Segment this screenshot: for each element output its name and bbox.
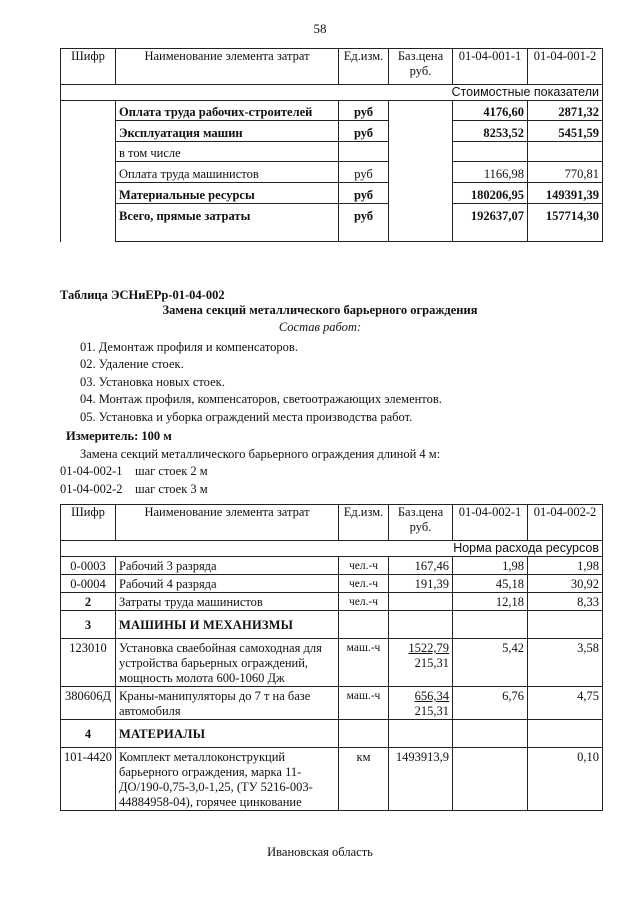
row-price: 191,39 — [389, 575, 453, 593]
row-name: Материальные ресурсы — [116, 183, 339, 204]
row-name: Оплата труда рабочих-строителей — [116, 101, 339, 121]
row-name: в том числе — [116, 142, 339, 162]
row-unit: чел.-ч — [339, 557, 389, 575]
row-value-2: 3,58 — [528, 639, 603, 687]
variant-text: шаг стоек 2 м — [135, 464, 208, 478]
composition-heading: Состав работ: — [278, 320, 362, 334]
row-value-1: 180206,95 — [453, 183, 528, 204]
row-unit: руб — [339, 183, 389, 204]
row-value-2: 2871,32 — [528, 101, 603, 121]
row-name: Комплект металлоконструкций барьерного ограждения, марка 11-ДО/190-0,75-3,0-1,25, (ТУ 5216-003-44884958-04), горячее цинкование — [116, 748, 339, 811]
row-unit: руб — [339, 204, 389, 242]
variant-code: 01-04-002-2 — [60, 482, 123, 496]
row-value-1: 45,18 — [453, 575, 528, 593]
row-code: 2 — [61, 593, 116, 611]
row-value-1: 4176,60 — [453, 101, 528, 121]
section-subtitle: Замена секций металлического барьерного ограждения — [162, 303, 478, 317]
section-code: 3 — [61, 611, 116, 639]
header-unit: Ед.изм. — [339, 505, 389, 541]
row-name: Краны-манипуляторы до 7 т на базе автомобиля — [116, 687, 339, 720]
row-value-1: 5,42 — [453, 639, 528, 687]
row-name: Всего, прямые затраты — [116, 204, 339, 242]
row-unit: маш.-ч — [339, 639, 389, 687]
row-value-1: 1,98 — [453, 557, 528, 575]
footer-region: Ивановская область — [267, 845, 373, 859]
variant-code: 01-04-002-1 — [60, 464, 123, 478]
row-name: Затраты труда машинистов — [116, 593, 339, 611]
row-value-1 — [453, 748, 528, 811]
row-price: 1493913,9 — [389, 748, 453, 811]
row-value-2: 149391,39 — [528, 183, 603, 204]
work-item: 04. Монтаж профиля, компенсаторов, светоотражающих элементов. — [80, 392, 442, 406]
row-code: 380606Д — [61, 687, 116, 720]
variant-text: шаг стоек 3 м — [135, 482, 208, 496]
header-name: Наименование элемента затрат — [116, 505, 339, 541]
row-value-1: 12,18 — [453, 593, 528, 611]
subheader-cost: Стоимостные показатели — [61, 85, 603, 101]
row-value-2: 1,98 — [528, 557, 603, 575]
table-title: Таблица ЭСНиЕРр-01-04-002 — [60, 288, 225, 302]
header-col-1: 01-04-001-1 — [453, 49, 528, 85]
row-code: 0-0003 — [61, 557, 116, 575]
row-code: 123010 — [61, 639, 116, 687]
row-name: Рабочий 3 разряда — [116, 557, 339, 575]
row-name: Установка сваебойная самоходная для устройства барьерных ограждений, мощность молота 600-1060 Дж — [116, 639, 339, 687]
row-value-1: 6,76 — [453, 687, 528, 720]
row-unit: руб — [339, 101, 389, 121]
price-top: 1522,79 — [408, 641, 449, 655]
row-value-2: 4,75 — [528, 687, 603, 720]
header-col-2: 01-04-002-2 — [528, 505, 603, 541]
row-value-2: 8,33 — [528, 593, 603, 611]
row-unit: км — [339, 748, 389, 811]
row-unit: чел.-ч — [339, 593, 389, 611]
work-item: 03. Установка новых стоек. — [80, 375, 225, 389]
work-item: 02. Удаление стоек. — [80, 357, 184, 371]
section-name: МАШИНЫ И МЕХАНИЗМЫ — [116, 611, 339, 639]
row-price: 167,46 — [389, 557, 453, 575]
row-unit: руб — [339, 162, 389, 183]
header-col-2: 01-04-001-2 — [528, 49, 603, 85]
header-col-1: 01-04-002-1 — [453, 505, 528, 541]
price-top: 656,34 — [414, 689, 449, 703]
row-name: Оплата труда машинистов — [116, 162, 339, 183]
row-value-1: 1166,98 — [453, 162, 528, 183]
row-value-2: 5451,59 — [528, 121, 603, 142]
row-unit: чел.-ч — [339, 575, 389, 593]
description: Замена секций металлического барьерного ограждения длиной 4 м: — [80, 447, 441, 461]
section-code: 4 — [61, 720, 116, 748]
row-name: Эксплуатация машин — [116, 121, 339, 142]
cost-indicators-table — [60, 48, 603, 242]
header-base-price: Баз.цена руб. — [389, 505, 453, 541]
work-item: 01. Демонтаж профиля и компенсаторов. — [80, 340, 298, 354]
price-bottom: 215,31 — [414, 656, 449, 670]
row-code: 0-0004 — [61, 575, 116, 593]
row-unit: маш.-ч — [339, 687, 389, 720]
work-item: 05. Установка и уборка ограждений места производства работ. — [80, 410, 413, 424]
row-value-2: 157714,30 — [528, 204, 603, 242]
resource-norms-table — [60, 504, 603, 811]
section-name: МАТЕРИАЛЫ — [116, 720, 339, 748]
row-value-1: 192637,07 — [453, 204, 528, 242]
subheader-norms: Норма расхода ресурсов — [61, 541, 603, 557]
header-unit: Ед.изм. — [339, 49, 389, 85]
header-base-price: Баз.цена руб. — [389, 49, 453, 85]
header-name: Наименование элемента затрат — [116, 49, 339, 85]
row-value-2: 0,10 — [528, 748, 603, 811]
meter: Измеритель: 100 м — [66, 429, 172, 443]
row-value-2: 30,92 — [528, 575, 603, 593]
page-number: 58 — [313, 21, 327, 36]
header-code: Шифр — [61, 505, 116, 541]
row-name: Рабочий 4 разряда — [116, 575, 339, 593]
row-unit: руб — [339, 121, 389, 142]
price-bottom: 215,31 — [414, 704, 449, 718]
row-value-2: 770,81 — [528, 162, 603, 183]
row-code: 101-4420 — [61, 748, 116, 811]
header-code: Шифр — [61, 49, 116, 85]
row-value-1: 8253,52 — [453, 121, 528, 142]
